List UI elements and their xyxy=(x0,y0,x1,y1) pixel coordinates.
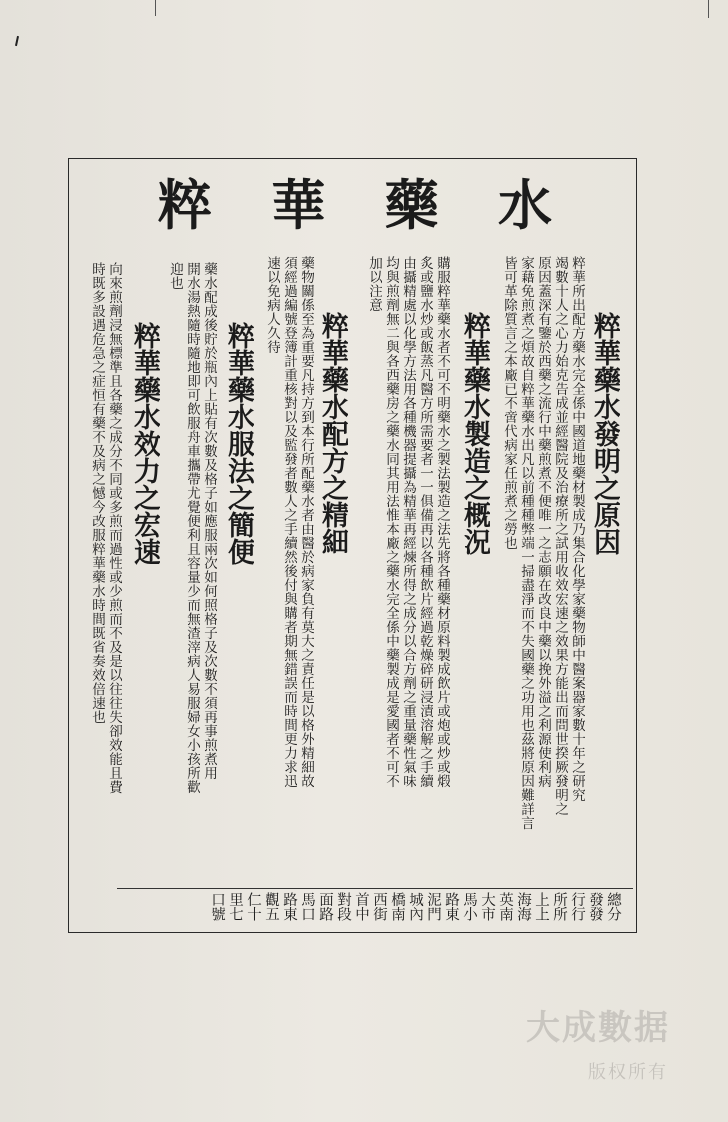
section-usage-line: 藥水配成後貯於瓶內上貼有次數及格子如應服兩次如何照格子及次數不須再事煎煮用 xyxy=(201,262,217,780)
address-col: 泥門 xyxy=(425,892,441,921)
section-manufacture-line: 購服粹華藥水者不可不明藥水之製法製造之法先將各種藥材原料製成飲片或炮或炒或煅 xyxy=(434,256,450,788)
address-col: 口號 xyxy=(209,892,225,921)
address-col: 觀五 xyxy=(263,892,279,921)
address-col: 里七 xyxy=(227,892,243,921)
address-col: 橋南 xyxy=(389,892,405,921)
section-manufacture-line: 均與煎劑無二與各西藥房之藥水同其用法惟本廠之藥水完全係中藥製成是愛國者不可不 xyxy=(383,256,399,788)
watermark-notice: 版权所有 xyxy=(588,1062,668,1083)
page-title xyxy=(150,166,560,236)
section-heading-prescription: 粹華藥水配方之精細 xyxy=(317,312,348,555)
title-char: 藥 xyxy=(384,172,439,237)
address-col: 馬口 xyxy=(299,892,315,921)
section-heading-manufacture: 粹華藥水製造之概況 xyxy=(459,312,490,555)
title-char: 粹 xyxy=(158,172,212,237)
section-usage-line: 迎也 xyxy=(167,262,183,290)
address-col: 上上 xyxy=(533,892,549,921)
address-col: 路東 xyxy=(443,892,459,921)
address-col: 對段 xyxy=(335,892,351,921)
section-origin-line: 原因蓋深有鑒於西藥之流行中藥煎煮不便唯一之志願在改良中藥以挽外溢之利源使利病 xyxy=(535,256,551,788)
title-char: 水 xyxy=(497,172,552,237)
section-manufacture-line: 由攝精處以化學方法用各種機器提攝為精華再經煉所得之成分以合方劑之重量藥性氣味 xyxy=(400,256,416,788)
title-char: 華 xyxy=(271,172,326,237)
section-origin-line: 家藉免煎煮之煩故自粹華藥水出凡以前種種弊端一掃盡淨而不失國藥之功用也茲將原因難詳言 xyxy=(518,256,534,830)
section-prescription-line: 速以免病人久待 xyxy=(264,256,280,354)
section-origin-line: 皆可革除質言之本廠已不啻代病家任煎煮之勞也 xyxy=(501,256,517,550)
address-col: 路東 xyxy=(281,892,297,921)
address-col: 總分 xyxy=(605,892,621,921)
section-heading-origin: 粹華藥水發明之原因 xyxy=(589,312,620,555)
section-origin-line: 竭數十人之心力始克告成並經醫院及治療所之試用收效宏速之效果方能出而問世揆厥發明之 xyxy=(552,256,568,816)
section-manufacture-line: 加以注意 xyxy=(366,256,382,312)
address-col: 西街 xyxy=(371,892,387,921)
section-origin-line: 粹華所出配方藥水完全係中國道地藥材製成乃集合化學家藥物師中醫案器家數十年之研究 xyxy=(569,256,585,802)
section-manufacture-line: 炙或鹽水炒或飯蒸凡醫方所需要者一一俱備再以各種飲片經過乾燥碎研浸漬溶解之手續 xyxy=(417,256,433,788)
address-col: 發發 xyxy=(587,892,603,921)
address-col: 面路 xyxy=(317,892,333,921)
address-col: 英南 xyxy=(497,892,513,921)
address-col: 馬小 xyxy=(461,892,477,921)
address-col: 所所 xyxy=(551,892,567,921)
address-col: 仁十 xyxy=(245,892,261,921)
address-col: 行行 xyxy=(569,892,585,921)
scan-edge-line xyxy=(155,0,156,16)
address-col: 大市 xyxy=(479,892,495,921)
section-efficacy-line: 向來煎劑浸無標準且各藥之成分不同或多煎而過性或少煎而不及是以往往失卻效能且費 xyxy=(106,262,122,794)
address-col: 海海 xyxy=(515,892,531,921)
address-divider xyxy=(117,888,633,889)
section-prescription-line: 須經過編號登簿計重核對以及監發者數人之手續然後付與購者期無錯誤而時間更力求迅 xyxy=(281,256,297,788)
section-efficacy-line: 時既多設遇危急之症恒有藥不及病之憾今改服粹華藥水時間既省奏效倍速也 xyxy=(89,262,105,724)
section-heading-usage: 粹華藥水服法之簡便 xyxy=(223,322,254,565)
address-col: 城內 xyxy=(407,892,423,921)
scan-edge-line-right xyxy=(708,0,709,18)
section-heading-efficacy: 粹華藥水效力之宏速 xyxy=(129,322,160,565)
section-usage-line: 開水湯熱隨時隨地即可飲服舟車攜帶尤覺便利且容量少而無渣滓病人易服婦女小孩所歡 xyxy=(184,262,200,794)
watermark-brand: 大成數据 xyxy=(526,1008,670,1048)
section-prescription-line: 藥物關係至為重要凡持方到本行所配藥水者由醫於病家負有莫大之責任是以格外精細故 xyxy=(298,256,314,788)
address-col: 首中 xyxy=(353,892,369,921)
